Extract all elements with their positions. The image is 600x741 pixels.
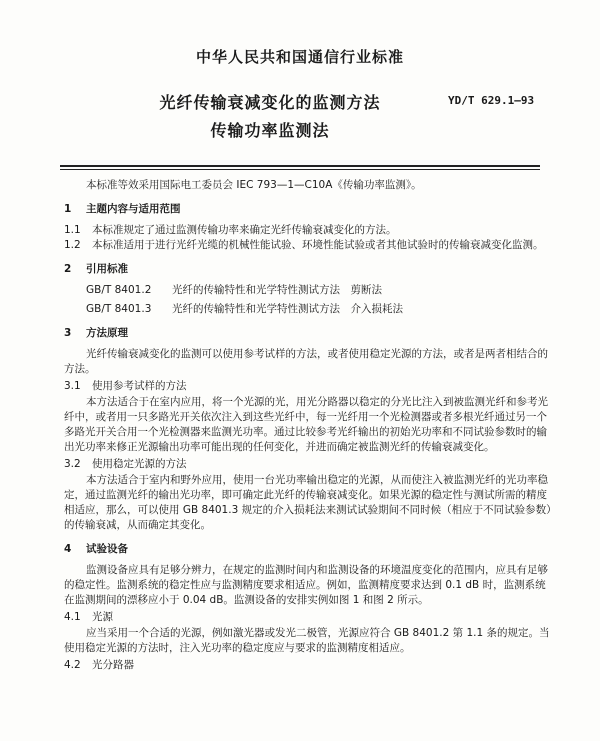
clause-3-1-text: 本方法适合于在室内应用，将一个光源的光，用光分路器以稳定的分光比注入到被监测光纤和参考光纤中，或者用一只多路光开关依次注入到这些光纤中，每一光纤用一个光检测器或者多根光纤通过另一个多路光开关合用一个光检测器来监测光功率。通过比较参考光纤输出的初始光功率和不同试验参数时的输出光功率来修正光源输出功率可能出现的任何变化，并进而确定被监测光纤的传输衰减变化。 bbox=[64, 396, 549, 453]
clause-number: 4.2 bbox=[64, 659, 81, 671]
clause-text: 本标准规定了通过监测传输功率来确定光纤传输衰减变化的方法。 bbox=[92, 224, 397, 236]
section-number: 2 bbox=[64, 263, 72, 275]
clause-3-1-heading bbox=[64, 379, 552, 394]
clause-4-1-text: 应当采用一个合适的光源，例如激光器或发光二极管，光源应符合 GB 8401.2 第 1.1 条的规定。当使用稳定光源的方法时，注入光功率的稳定度应与要求的监测精度相适应。 bbox=[64, 627, 550, 654]
section-3-paragraph: 光纤传输衰减变化的监测可以使用参考试样的方法，或者使用稳定光源的方法，或者是两者相结合的方法。 bbox=[64, 348, 549, 375]
clause-text: 本标准适用于进行光纤光缆的机械性能试验、环境性能试验或者其他试验时的传输衰减变化监测。 bbox=[92, 239, 544, 251]
section-title: 试验设备 bbox=[86, 543, 128, 555]
clause-3-2-heading bbox=[64, 457, 552, 472]
clause-number: 1.1 bbox=[64, 224, 81, 236]
section-4-heading bbox=[64, 542, 552, 557]
section-4-paragraph: 监测设备应具有足够分辨力，在规定的监测时间内和监测设备的环境温度变化的范围内，应具有足够的稳定性。监测系统的稳定性应与监测精度要求相适应。例如，监测精度要求达到 0.1 dB 时，监测系统在监测期间的漂移应小于 0.04 dB。监测设备的安排实例如图 1 和图 2 所示。 bbox=[64, 564, 549, 606]
section-1-heading bbox=[64, 202, 552, 217]
clause-title: 使用稳定光源的方法 bbox=[92, 458, 187, 470]
clause-4-1-heading bbox=[64, 610, 552, 625]
section-title: 引用标准 bbox=[86, 263, 128, 275]
reference-standard-1 bbox=[86, 283, 552, 298]
reference-code: GB/T 8401.2 bbox=[86, 284, 152, 296]
clause-title: 光分路器 bbox=[92, 659, 134, 671]
clause-4-2-heading bbox=[64, 658, 552, 673]
section-number: 3 bbox=[64, 327, 72, 339]
reference-title: 光纤的传输特性和光学特性测试方法 剪断法 bbox=[172, 284, 382, 296]
standard-number: YD/T 629.1—93 bbox=[448, 94, 535, 107]
section-title: 方法原理 bbox=[86, 327, 128, 339]
clause-number: 3.1 bbox=[64, 380, 81, 392]
title-rule-thick bbox=[60, 165, 540, 167]
reference-code: GB/T 8401.3 bbox=[86, 303, 152, 315]
clause-number: 1.2 bbox=[64, 239, 81, 251]
document-body bbox=[64, 178, 552, 674]
section-title: 主题内容与适用范围 bbox=[86, 203, 181, 215]
issuing-body-heading: 中华人民共和国通信行业标准 bbox=[195, 48, 404, 66]
document-subtitle: 传输功率监测法 bbox=[210, 121, 330, 140]
clause-title: 使用参考试样的方法 bbox=[92, 380, 187, 392]
reference-standard-2 bbox=[86, 302, 552, 317]
clause-title: 光源 bbox=[92, 611, 113, 623]
clause-1-2 bbox=[64, 238, 552, 253]
section-3-heading bbox=[64, 326, 552, 341]
section-2-heading bbox=[64, 262, 552, 277]
clause-number: 3.2 bbox=[64, 458, 81, 470]
clause-3-2-text: 本方法适合于室内和野外应用，使用一台光功率输出稳定的光源，从而使注入被监测光纤的光功率稳定，通过监测光纤的输出光功率，即可确定此光纤的传输衰减变化。如果光源的稳定性与测试所需的精度相适应，那么，可以使用 GB 8401.3 规定的介入损耗法来测试试验期间不同时候（相应于不同试验参数）的传输衰减，从而确定其变化。 bbox=[64, 474, 552, 531]
intro-paragraph: 本标准等效采用国际电工委员会 IEC 793—1—C10A《传输功率监测》。 bbox=[86, 179, 422, 191]
section-number: 1 bbox=[64, 203, 72, 215]
clause-number: 4.1 bbox=[64, 611, 81, 623]
section-number: 4 bbox=[64, 543, 72, 555]
document-title: 光纤传输衰减变化的监测方法 bbox=[159, 93, 381, 112]
reference-title: 光纤的传输特性和光学特性测试方法 介入损耗法 bbox=[172, 303, 403, 315]
title-rule-thin bbox=[60, 169, 540, 170]
clause-1-1 bbox=[64, 223, 552, 238]
